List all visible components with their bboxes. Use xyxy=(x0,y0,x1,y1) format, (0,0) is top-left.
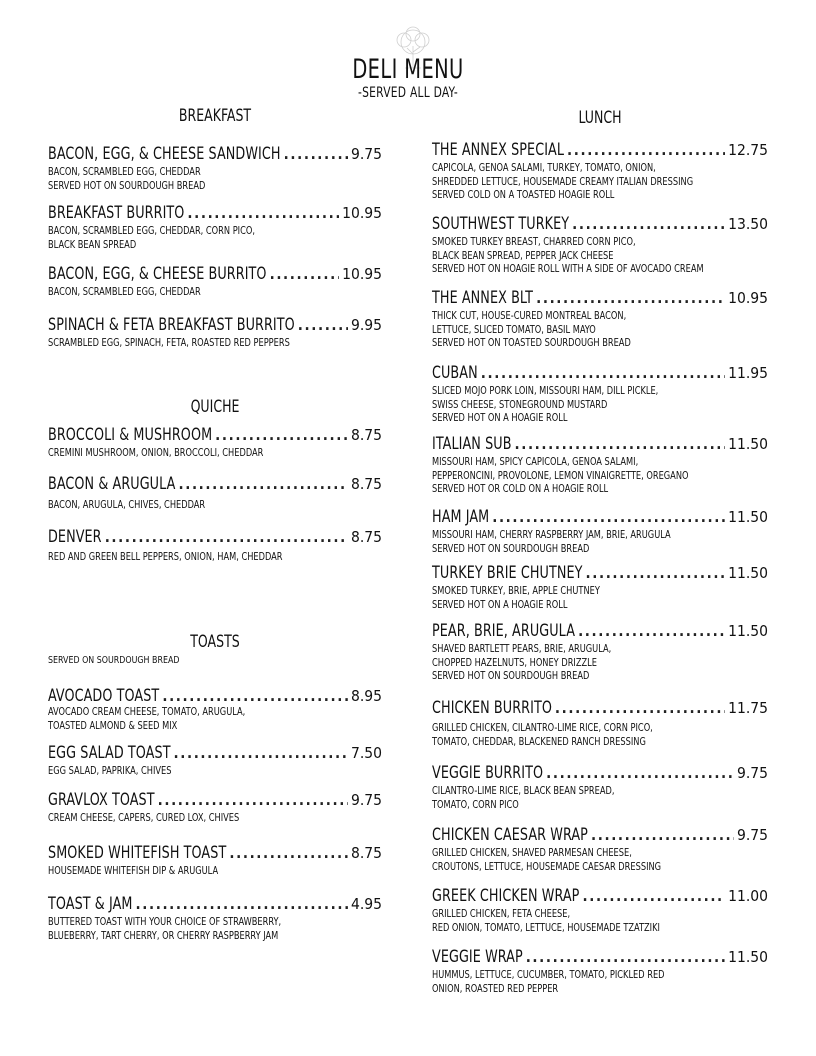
item-desc-line: MISSOURI HAM, SPICY CAPICOLA, GENOA SALAMI, xyxy=(432,457,639,468)
item-desc-line: SERVED HOT ON SOURDOUGH BREAD xyxy=(48,180,206,192)
item-price: 11.50 xyxy=(728,435,768,453)
menu-item xyxy=(48,790,382,826)
item-name: VEGGIE BURRITO xyxy=(432,763,544,782)
item-desc-line: RED AND GREEN BELL PEPPERS, ONION, HAM, CHEDDAR xyxy=(48,552,283,563)
item-desc-line: SHREDDED LETTUCE, HOUSEMADE CREAMY ITALIAN DRESSING xyxy=(432,176,694,188)
item-desc-line: PEPPERONCINI, PROVOLONE, LEMON VINAIGRETTE, OREGANO xyxy=(432,470,689,482)
item-name: BROCCOLI & MUSHROOM xyxy=(48,425,213,444)
item-desc-line: CROUTONS, LETTUCE, HOUSEMADE CAESAR DRESSING xyxy=(432,861,662,873)
item-desc-line: TOASTED ALMOND & SEED MIX xyxy=(48,720,178,732)
item-name: SPINACH & FETA BREAKFAST BURRITO xyxy=(48,315,295,334)
item-price: 9.75 xyxy=(350,145,382,163)
item-desc-line: AVOCADO CREAM CHEESE, TOMATO, ARUGULA, xyxy=(48,707,246,718)
menu-item xyxy=(432,288,768,351)
item-price: 8.75 xyxy=(350,475,382,493)
item-desc-line: GRILLED CHICKEN, SHAVED PARMESAN CHEESE, xyxy=(432,848,632,859)
dot-leader xyxy=(162,687,348,705)
item-name: AVOCADO TOAST xyxy=(48,686,160,705)
item-name: THE ANNEX SPECIAL xyxy=(432,140,565,159)
item-desc-line: THICK CUT, HOUSE-CURED MONTREAL BACON, xyxy=(432,311,627,322)
item-price: 11.00 xyxy=(728,887,768,905)
dot-leader xyxy=(229,844,348,862)
section-title-lunch: LUNCH xyxy=(578,108,622,128)
item-desc-line: ONION, ROASTED RED PEPPER xyxy=(432,983,559,995)
menu-item xyxy=(48,686,382,733)
item-price: 11.50 xyxy=(728,564,768,582)
page-subtitle: -SERVED ALL DAY- xyxy=(357,85,459,101)
dot-leader xyxy=(536,289,725,307)
menu-item xyxy=(48,843,382,879)
menu-item xyxy=(48,315,382,351)
item-name: EGG SALAD TOAST xyxy=(48,743,171,762)
dot-leader xyxy=(284,145,348,163)
item-price: 11.95 xyxy=(728,364,768,382)
menu-item xyxy=(432,563,768,612)
item-desc-line: EGG SALAD, PAPRIKA, CHIVES xyxy=(48,766,172,777)
menu-item xyxy=(48,203,382,252)
item-desc-line: SMOKED TURKEY, BRIE, APPLE CHUTNEY xyxy=(432,586,600,597)
dot-leader xyxy=(158,791,348,809)
item-desc-line: RED ONION, TOMATO, LETTUCE, HOUSEMADE TZATZIKI xyxy=(432,922,660,934)
menu-item xyxy=(432,621,768,684)
menu-item xyxy=(432,763,768,812)
item-price: 13.50 xyxy=(728,215,768,233)
menu-item xyxy=(432,825,768,874)
item-name: CHICKEN CAESAR WRAP xyxy=(432,825,588,844)
dot-leader xyxy=(578,622,725,640)
item-name: DENVER xyxy=(48,527,102,546)
dot-leader xyxy=(567,141,725,159)
dot-leader xyxy=(514,435,725,453)
item-desc-line: BACON, SCRAMBLED EGG, CHEDDAR, CORN PICO, xyxy=(48,226,255,237)
item-name: SMOKED WHITEFISH TOAST xyxy=(48,843,227,862)
menu-item xyxy=(432,140,768,203)
dot-leader xyxy=(546,764,734,782)
dot-leader xyxy=(179,475,348,493)
item-name: BACON, EGG, & CHEESE BURRITO xyxy=(48,264,267,283)
dot-leader xyxy=(136,895,348,913)
dot-leader xyxy=(591,826,734,844)
dot-leader xyxy=(492,508,725,526)
item-desc-line: BUTTERED TOAST WITH YOUR CHOICE OF STRAWBERRY, xyxy=(48,917,282,928)
item-name: HAM JAM xyxy=(432,507,490,526)
item-desc-line: CHOPPED HAZELNUTS, HONEY DRIZZLE xyxy=(432,657,597,669)
item-desc-line: SCRAMBLED EGG, SPINACH, FETA, ROASTED RED PEPPERS xyxy=(48,338,290,349)
item-desc-line: BLACK BEAN SPREAD xyxy=(48,239,137,251)
item-desc-line: SMOKED TURKEY BREAST, CHARRED CORN PICO, xyxy=(432,237,636,248)
dot-leader xyxy=(583,887,726,905)
item-name: BREAKFAST BURRITO xyxy=(48,203,185,222)
item-price: 10.95 xyxy=(342,204,382,222)
item-price: 8.75 xyxy=(350,426,382,444)
item-desc-line: SHAVED BARTLETT PEARS, BRIE, ARUGULA, xyxy=(432,644,612,655)
item-price: 4.95 xyxy=(350,895,382,913)
item-name: BACON, EGG, & CHEESE SANDWICH xyxy=(48,144,281,163)
menu-item xyxy=(48,425,382,461)
item-desc-line: CILANTRO-LIME RICE, BLACK BEAN SPREAD, xyxy=(432,786,615,797)
menu-item xyxy=(432,214,768,277)
item-name: GREEK CHICKEN WRAP xyxy=(432,886,580,905)
menu-item xyxy=(48,474,382,513)
dot-leader xyxy=(215,426,348,444)
page-title: DELI MENU xyxy=(352,54,464,85)
item-desc-line: SERVED HOT ON A HOAGIE ROLL xyxy=(432,413,568,424)
item-name: THE ANNEX BLT xyxy=(432,288,534,307)
dot-leader xyxy=(105,528,348,546)
item-desc-line: CREMINI MUSHROOM, ONION, BROCCOLI, CHEDDAR xyxy=(48,448,264,459)
item-desc-line: TOMATO, CHEDDAR, BLACKENED RANCH DRESSING xyxy=(432,736,646,748)
item-desc-line: SERVED HOT ON TOASTED SOURDOUGH BREAD xyxy=(432,338,631,349)
item-desc-line: CREAM CHEESE, CAPERS, CURED LOX, CHIVES xyxy=(48,813,240,824)
menu-item xyxy=(48,894,382,943)
section-title-toasts: TOASTS xyxy=(190,632,240,652)
dot-leader xyxy=(526,948,725,966)
menu-item xyxy=(48,144,382,193)
item-desc-line: SERVED HOT ON SOURDOUGH BREAD xyxy=(432,543,590,555)
menu-item xyxy=(432,363,768,426)
item-price: 9.75 xyxy=(736,826,768,844)
dot-leader xyxy=(586,564,726,582)
menu-item xyxy=(48,264,382,300)
item-name: PEAR, BRIE, ARUGULA xyxy=(432,621,576,640)
item-desc-line: SWISS CHEESE, STONEGROUND MUSTARD xyxy=(432,399,608,411)
dot-leader xyxy=(481,364,725,382)
item-name: TOAST & JAM xyxy=(48,894,133,913)
menu-item xyxy=(432,434,768,497)
dot-leader xyxy=(572,215,725,233)
menu-item xyxy=(432,947,768,996)
item-name: BACON & ARUGULA xyxy=(48,474,176,493)
dot-leader xyxy=(174,744,348,762)
item-desc-line: SERVED HOT ON SOURDOUGH BREAD xyxy=(432,671,590,682)
item-desc-line: BACON, ARUGULA, CHIVES, CHEDDAR xyxy=(48,500,206,511)
item-desc-line: CAPICOLA, GENOA SALAMI, TURKEY, TOMATO, ONION, xyxy=(432,163,656,174)
item-price: 10.95 xyxy=(342,265,382,283)
item-desc-line: SLICED MOJO PORK LOIN, MISSOURI HAM, DILL PICKLE, xyxy=(432,386,659,397)
item-price: 8.75 xyxy=(350,844,382,862)
dot-leader xyxy=(298,316,348,334)
item-desc-line: BACON, SCRAMBLED EGG, CHEDDAR xyxy=(48,287,201,298)
item-desc-line: SERVED COLD ON A TOASTED HOAGIE ROLL xyxy=(432,190,615,201)
item-desc-line: BLACK BEAN SPREAD, PEPPER JACK CHEESE xyxy=(432,250,614,262)
item-price: 9.75 xyxy=(736,764,768,782)
item-desc-line: HOUSEMADE WHITEFISH DIP & ARUGULA xyxy=(48,866,219,877)
item-desc-line: GRILLED CHICKEN, FETA CHEESE, xyxy=(432,909,571,920)
item-desc-line: SERVED HOT OR COLD ON A HOAGIE ROLL xyxy=(432,484,609,495)
item-price: 10.95 xyxy=(728,289,768,307)
dot-leader xyxy=(270,265,339,283)
item-name: SOUTHWEST TURKEY xyxy=(432,214,570,233)
item-price: 11.50 xyxy=(728,622,768,640)
item-desc-line: HUMMUS, LETTUCE, CUCUMBER, TOMATO, PICKLED RED xyxy=(432,970,665,981)
item-name: GRAVLOX TOAST xyxy=(48,790,155,809)
item-price: 9.75 xyxy=(350,791,382,809)
section-title-quiche: QUICHE xyxy=(190,397,240,417)
menu-item xyxy=(48,743,382,779)
item-name: TURKEY BRIE CHUTNEY xyxy=(432,563,583,582)
item-desc-line: GRILLED CHICKEN, CILANTRO-LIME RICE, CORN PICO, xyxy=(432,723,653,734)
item-price: 11.50 xyxy=(728,948,768,966)
dot-leader xyxy=(555,699,725,717)
item-desc-line: SERVED HOT ON HOAGIE ROLL WITH A SIDE OF AVOCADO CREAM xyxy=(432,264,704,275)
item-price: 9.95 xyxy=(350,316,382,334)
item-desc-line: BLUEBERRY, TART CHERRY, OR CHERRY RASPBERRY JAM xyxy=(48,930,279,942)
item-desc-line: MISSOURI HAM, CHERRY RASPBERRY JAM, BRIE, ARUGULA xyxy=(432,530,671,541)
menu-item xyxy=(432,886,768,935)
item-price: 8.75 xyxy=(350,528,382,546)
item-name: ITALIAN SUB xyxy=(432,434,512,453)
item-desc-line: BACON, SCRAMBLED EGG, CHEDDAR xyxy=(48,167,201,178)
menu-item xyxy=(48,527,382,565)
item-desc-line: TOMATO, CORN PICO xyxy=(432,799,519,811)
item-price: 11.50 xyxy=(728,508,768,526)
dot-leader xyxy=(187,204,339,222)
item-desc-line: LETTUCE, SLICED TOMATO, BASIL MAYO xyxy=(432,324,596,336)
menu-item xyxy=(432,698,768,749)
item-price: 12.75 xyxy=(728,141,768,159)
item-desc-line: SERVED HOT ON A HOAGIE ROLL xyxy=(432,599,568,611)
item-name: CUBAN xyxy=(432,363,478,382)
item-price: 7.50 xyxy=(350,744,382,762)
section-note: SERVED ON SOURDOUGH BREAD xyxy=(48,655,180,666)
section-title-breakfast: BREAKFAST xyxy=(178,106,252,126)
menu-item xyxy=(432,507,768,556)
item-name: CHICKEN BURRITO xyxy=(432,698,552,717)
item-price: 8.95 xyxy=(350,687,382,705)
item-price: 11.75 xyxy=(728,699,768,717)
item-name: VEGGIE WRAP xyxy=(432,947,523,966)
